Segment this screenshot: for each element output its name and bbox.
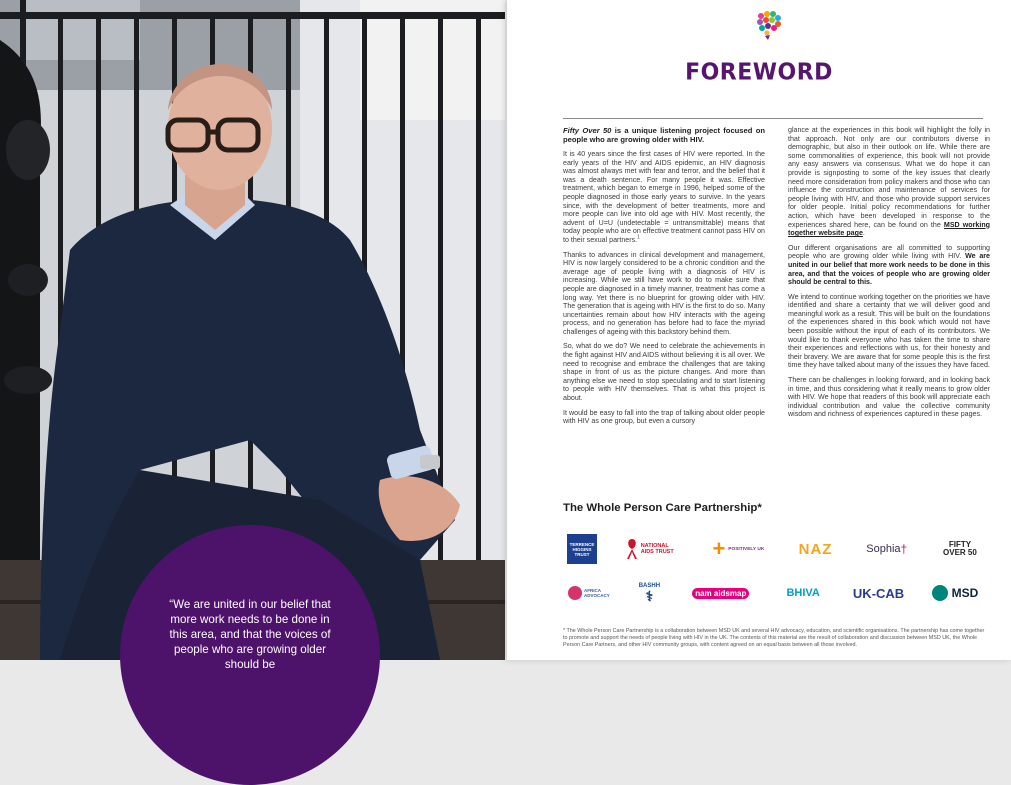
terrence-higgins-trust-logo: TERRENCE HIGGINS TRUST: [567, 534, 597, 564]
photo-page: [0, 0, 505, 671]
lead-text: is a unique listening project focused on people who are growing older with HIV.: [563, 126, 765, 144]
logo-row-2: [567, 576, 982, 610]
msd-emblem-icon: [932, 585, 948, 601]
uk-cab-logo: UK-CAB: [852, 585, 905, 601]
text-column-2: [788, 126, 990, 425]
paragraph: glance at the experiences in this book will highlight the folly in that approach. Not only are our contributors diverse in demographic, but also in their outlook on life. While there are some commonalities of experience, this book will not provide any easy answers via consensus. What we do hope it can provide is signposting to some of the key issues that clearly need more consideration from policy makers and those who can influence the construction and maintenance of services for people living with HIV, and those who provide support services for older people. Initial policy recommendations for further action, which have been developed in response to the experiences shared here, can be found on the MSD working together website page.: [788, 126, 990, 238]
naz-logo: NAZ: [798, 540, 833, 558]
plus-icon: +: [712, 536, 726, 561]
msd-logo: MSD: [928, 585, 982, 601]
paragraph: We intend to continue working together on the priorities we have identified and share a certainty that we will deliver good and meaningful work as a result. This will be built on the foundations of the experiences shared in this book which would not have been possible without the input of each of its contributors. We would like to thank everyone who has taken the time to share their experiences and reflections with us, for their honesty and their bravery. We are aware that for some people this is the first time they have talked about many of the issues they have faced.: [788, 292, 990, 370]
lead-paragraph: [563, 126, 765, 144]
fifty-over-50-logo: FIFTY OVER 50: [943, 540, 977, 557]
footnote-marker: 1: [637, 234, 640, 241]
bashh-logo: BASHH ⚕: [638, 583, 661, 604]
paragraph: So, what do we do? We need to celebrate the achievements in the fight against HIV and AIDS without believing it is all over. We need to recognise and embrace the challenges that are taking shape in front of us as the picture changes. And more than anything else we need to stop speculating and to start listening to people with HIV themselves. That is what this project is about.: [563, 342, 765, 403]
paragraph: Thanks to advances in clinical development and management, HIV is now largely considered to be a chronic condition and the average age of people living with a diagnosis of HIV is increasing. While we still have work to do to make sure that people are diagnosed in a timely manner, treatment has come a long way. Yet there is no blueprint for growing older with HIV. The generation that is ageing with HIV is the first to do so. Many uncertainties remain about how HIV interacts with the ageing process, and no generation has before had to face the myriad challenges of ageing with this backstory behind them.: [563, 250, 765, 336]
page-title: FOREWORD: [685, 59, 833, 86]
msd-working-together-link[interactable]: MSD working together website page: [788, 220, 990, 238]
title-divider: [563, 118, 983, 119]
fifty-over-50-speech-bubble-icon: [756, 10, 782, 40]
nam-aidsmap-logo: nam aidsmap: [688, 588, 754, 599]
sophia-mark-icon: †: [900, 542, 908, 556]
paragraph: It would be easy to fall into the trap of talking about older people with HIV as one group, but even a cursory: [563, 408, 765, 426]
globe-icon: [568, 586, 582, 600]
caduceus-icon: ⚕: [645, 588, 654, 604]
highlighted-statement: We are united in our belief that more work needs to be done in this area, and that the voices of people who are growing older should be central to this.: [788, 252, 990, 287]
sophia-logo: Sophia †: [866, 542, 908, 556]
paragraph: It is 40 years since the first cases of HIV were reported. In the early years of the HIV and AIDS epidemic, an HIV diagnosis was almost always met with fear and terror, and the belief that it was a death sentence. For many people it was. Effective treatment, which began to emerge in 1996, helped some of the people diagnosed in those early years to survive. In the years since, with the development of better treatments, more and more people can live into old age with HIV. Most recently, the advent of U=U (undetectable = untransmittable) means that today people who are on effective treatment cannot pass HIV on to their sexual partners.$^1$: [563, 150, 765, 244]
bhiva-logo: BHIVA: [786, 587, 820, 599]
pull-quote: “We are united in our belief that more work needs to be done in this area, and that the voices of people who are growing older should be: [169, 598, 331, 671]
text-column-1: [563, 126, 765, 432]
partner-logos: [567, 532, 982, 620]
national-aids-trust-logo: NATIONAL AIDS TRUST: [623, 539, 681, 559]
paragraph: Our different organisations are all committed to supporting people who are growing older while living with HIV. We are united in our belief that more work needs to be done in this area, and that the voices of people who are growing older should be central to this.: [788, 243, 990, 287]
foreword-page: [507, 0, 1011, 660]
red-ribbon-icon: [626, 539, 638, 559]
paragraph: There can be challenges in looking forward, and in looking back in time, and thus considering what it really means to grow older with HIV. We hope that readers of this book will appreciate each individual contribution and value the collective community wisdom and richness of experiences captured in these pages.: [788, 376, 990, 419]
africa-advocacy-logo: AFRICA ADVOCACY: [567, 586, 611, 600]
partnership-footnote: * The Whole Person Care Partnership is a collaboration between MSD UK and several HIV advocacy, education, and scientific organisations. The partnership has come together to promote and support the needs of people living with HIV in the UK. The contents of this material are the result of collaboration and discussion between MSD UK, the Whole Person Care Partners, and other HIV community groups, with content agreed on an equal basis between all those involved.: [563, 628, 985, 648]
project-name: Fifty Over 50: [563, 126, 612, 135]
positively-uk-logo: + POSITIVELY UK: [712, 536, 765, 561]
partnership-heading: The Whole Person Care Partnership*: [563, 502, 762, 514]
logo-row-1: [567, 532, 982, 566]
